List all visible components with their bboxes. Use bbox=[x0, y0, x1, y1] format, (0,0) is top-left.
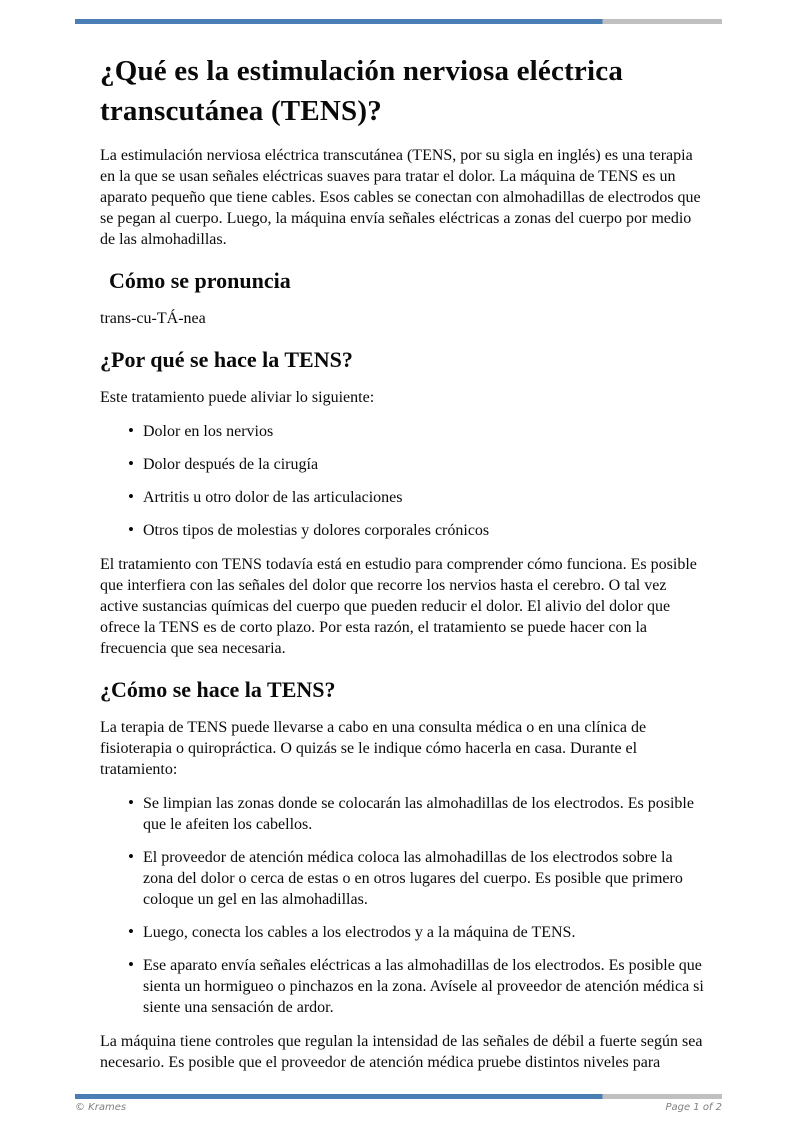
list-item: • Ese aparato envía señales eléctricas a las almohadillas de los electrodos. Es posible que sienta un hormigueo o pinchazos en la zona. Avísele al proveedor de atención médica si siente una sensación de ardor. bbox=[128, 955, 706, 1018]
list-item: • Artritis u otro dolor de las articulaciones bbox=[128, 487, 706, 508]
list-item: • Dolor en los nervios bbox=[128, 421, 706, 442]
why-bullet-list bbox=[100, 421, 706, 541]
how-lead-paragraph: La terapia de TENS puede llevarse a cabo en una consulta médica o en una clínica de fisioterapia o quiropráctica. O quizás se le indique cómo hacerla en casa. Durante el tratamiento: bbox=[100, 719, 647, 778]
list-item: • Dolor después de la cirugía bbox=[128, 454, 706, 475]
intro-paragraph: La estimulación nerviosa eléctrica transcutánea (TENS, por su sigla en inglés) es una terapia en la que se usan señales eléctricas suaves para tratar el dolor. La máquina de TENS es un aparato pequeño que tiene cables. Esos cables se conectan con almohadillas de electrodos que se pegan al cuerpo. Luego, la máquina envía señales eléctricas a zonas del cuerpo por medio de las almohadillas. bbox=[100, 147, 701, 248]
list-item: • Se limpian las zonas donde se colocarán las almohadillas de los electrodos. Es posible que le afeiten los cabellos. bbox=[128, 793, 706, 835]
page-footer bbox=[75, 1094, 722, 1113]
pronunciation-text: trans-cu-TÁ-nea bbox=[100, 310, 206, 327]
how-bullet-list bbox=[100, 793, 706, 1018]
section-heading-how: ¿Cómo se hace la TENS? bbox=[100, 677, 336, 702]
list-item: • Otros tipos de molestias y dolores corporales crónicos bbox=[128, 520, 706, 541]
document-title: ¿Qué es la estimulación nerviosa eléctrica transcutánea (TENS)? bbox=[100, 55, 624, 127]
why-after-paragraph: El tratamiento con TENS todavía está en estudio para comprender cómo funciona. Es posible que interfiera con las señales del dolor que recorre los nervios hasta el cerebro. O tal vez active sustancias químicas del cuerpo que pueden reducir el dolor. El alivio del dolor que ofrece la TENS es de corto plazo. Por esta razón, el tratamiento se puede hacer con la frecuencia que sea necesaria. bbox=[100, 556, 697, 657]
list-item: • Luego, conecta los cables a los electrodos y a la máquina de TENS. bbox=[128, 922, 706, 943]
footer-copyright: © Krames bbox=[75, 1101, 127, 1113]
section-heading-why: ¿Por qué se hace la TENS? bbox=[100, 347, 353, 372]
list-item: • El proveedor de atención médica coloca las almohadillas de los electrodos sobre la zona del dolor o cerca de estas o en otros lugares del cuerpo. Es posible que primero coloque un gel en las almohadillas. bbox=[128, 847, 706, 910]
footer-accent-rule bbox=[75, 1094, 722, 1099]
footer-page-number: Page 1 of 2 bbox=[665, 1101, 722, 1113]
how-after-paragraph: La máquina tiene controles que regulan la intensidad de las señales de débil a fuerte según sea necesario. Es posible que el proveedor de atención médica pruebe distintos niveles para bbox=[100, 1033, 703, 1071]
section-heading-pronunciation: Cómo se pronuncia bbox=[109, 268, 291, 293]
why-lead-paragraph: Este tratamiento puede aliviar lo siguiente: bbox=[100, 389, 375, 406]
document-body bbox=[100, 23, 706, 1086]
footer-text-row bbox=[75, 1102, 722, 1113]
